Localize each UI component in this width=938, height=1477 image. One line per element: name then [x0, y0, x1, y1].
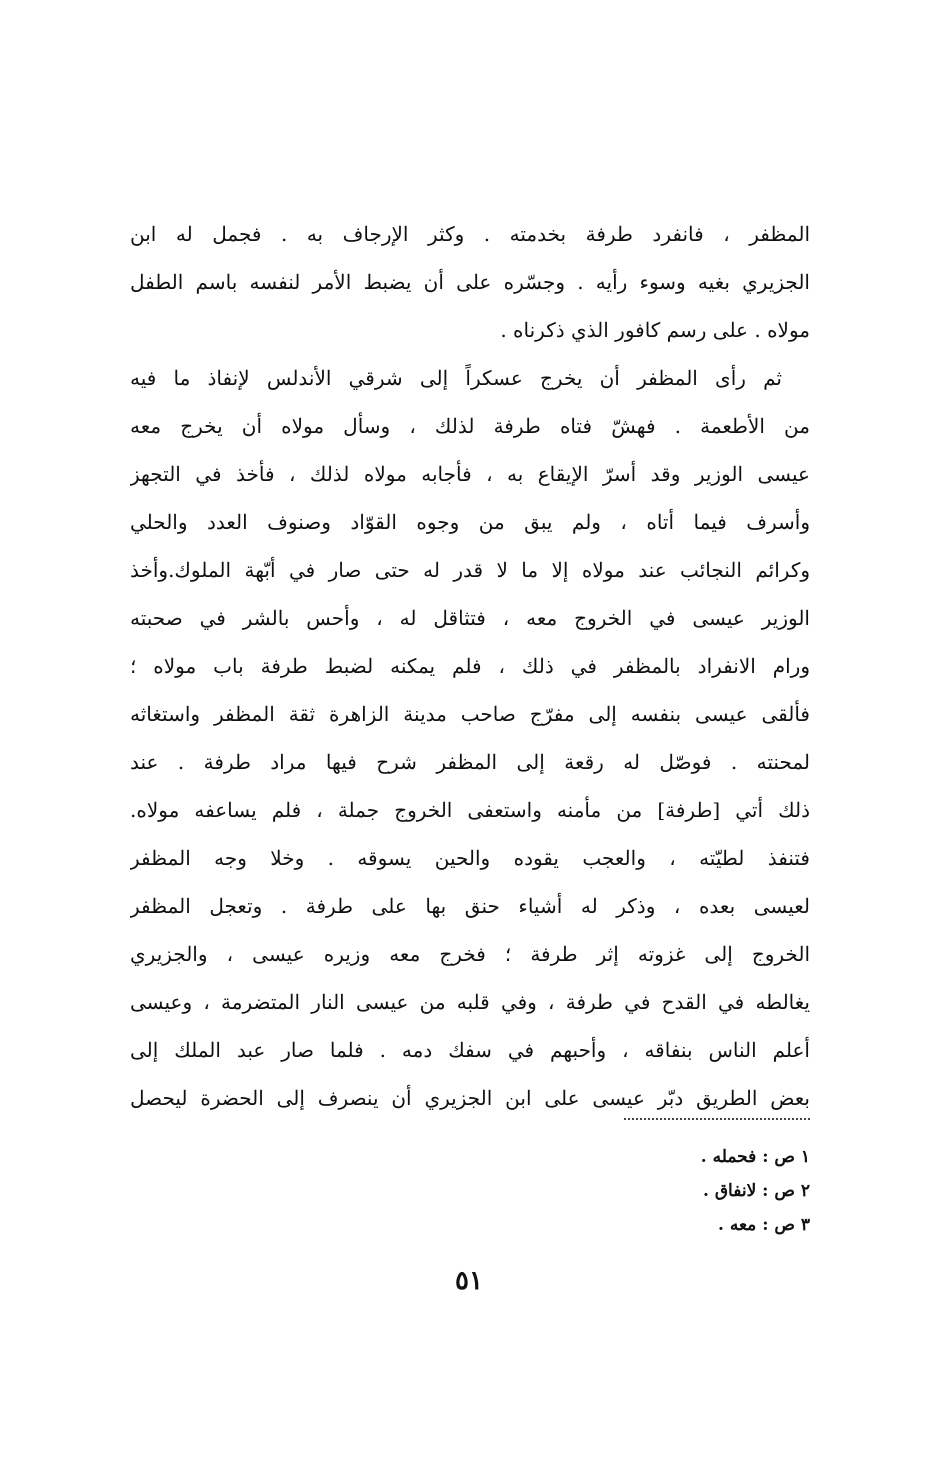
text-line: من الأطعمة . فهشّ فتاه طرفة لذلك ، وسأل مولاه أن يخرج معه	[130, 414, 810, 438]
text-line: مولاه . على رسم كافور الذي ذكرناه .	[500, 318, 810, 342]
text-line: ثم رأى المظفر أن يخرج عسكراً إلى شرقي الأندلس لإنفاذ ما فيه	[130, 366, 782, 390]
text-line: بعض الطريق دبّر عيسى على ابن الجزيري أن ينصرف إلى الحضرة ليحصل	[130, 1086, 810, 1110]
text-line: عيسى الوزير وقد أسرّ الإيقاع به ، فأجابه مولاه لذلك ، فأخذ في التجهز	[130, 462, 810, 486]
text-line: لمحنته . فوصّل له رقعة إلى المظفر شرح فيها مراد طرفة . عند	[130, 750, 810, 774]
text-line: لعيسى بعده ، وذكر له أشياء حنق بها على طرفة . وتعجل المظفر	[130, 894, 810, 918]
paragraph-1	[130, 210, 810, 354]
footnotes	[510, 1140, 810, 1242]
page-number: ٥١	[455, 1266, 483, 1296]
footnote-separator	[624, 1118, 810, 1120]
text-line: الجزيري بغيه وسوء رأيه . وجسّره على أن يضبط الأمر لنفسه باسم الطفل	[130, 270, 810, 294]
text-line: يغالطه في القدح في طرفة ، وفي قلبه من عيسى النار المتضرمة ، وعيسى	[130, 990, 810, 1014]
paragraph-2	[130, 354, 810, 1122]
text-line: الخروج إلى غزوته إثر طرفة ؛ فخرج معه وزيره عيسى ، والجزيري	[130, 942, 810, 966]
text-line: وأسرف فيما أتاه ، ولم يبق من وجوه القوّاد وصنوف العدد والحلي	[130, 510, 810, 534]
text-line: ذلك أتي [طرفة] من مأمنه واستعفى الخروج جملة ، فلم يساعفه مولاه.	[130, 798, 810, 822]
footnote: ٢ ص : لانفاق .	[703, 1181, 810, 1201]
text-line: فتنفذ لطيّته ، والعجب يقوده والحين يسوقه . وخلا وجه المظفر	[130, 846, 810, 870]
text-line: ورام الانفراد بالمظفر في ذلك ، فلم يمكنه لضبط طرفة باب مولاه ؛	[130, 654, 810, 678]
footnote: ١ ص : فحمله .	[700, 1147, 810, 1167]
text-line: الوزير عيسى في الخروج معه ، فتثاقل له ، وأحس بالشر في صحبته	[130, 606, 810, 630]
text-line: أعلم الناس بنفاقه ، وأحبهم في سفك دمه . فلما صار عبد الملك إلى	[130, 1038, 810, 1062]
text-line: وكرائم النجائب عند مولاه إلا ما لا قدر له حتى صار في أبّهة الملوك.وأخذ	[130, 558, 810, 582]
text-line: فألقى عيسى بنفسه إلى مفرّج صاحب مدينة الزاهرة ثقة المظفر واستغاثه	[130, 702, 810, 726]
text-line: المظفر ، فانفرد طرفة بخدمته . وكثر الإرجاف به . فجمل له ابن	[130, 222, 810, 246]
footnote: ٣ ص : معه .	[718, 1215, 810, 1235]
